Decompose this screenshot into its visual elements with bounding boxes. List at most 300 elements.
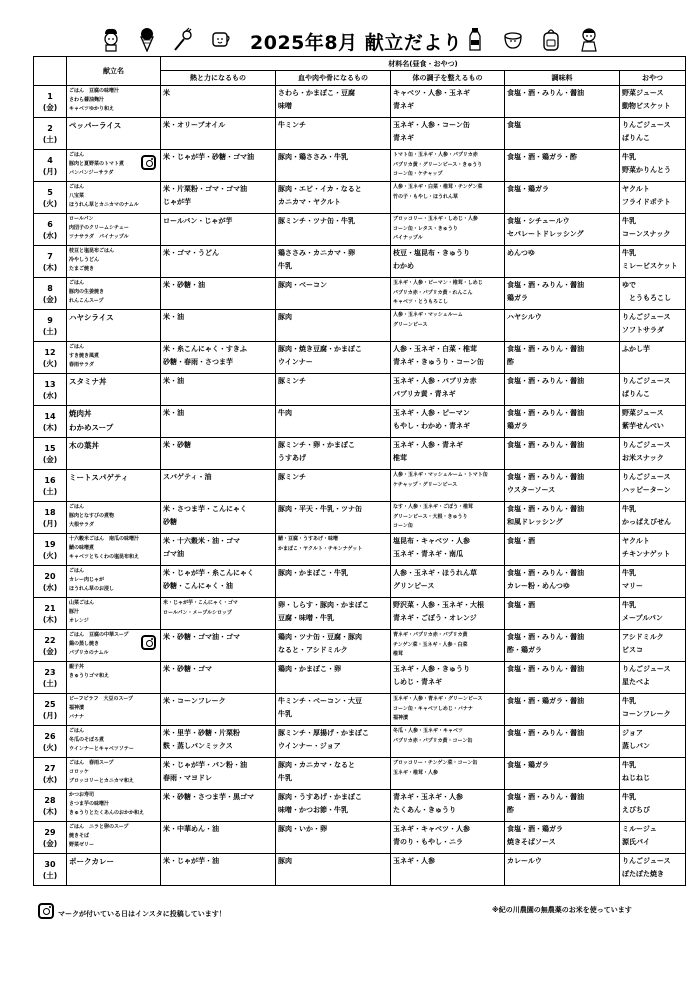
blood-foods: 豚ミンチ・厚揚げ・かまぼこ ウインナー・ジョア [278, 729, 369, 750]
condition-cell [391, 278, 505, 310]
energy-cell [161, 246, 276, 278]
snack-cell [620, 246, 686, 278]
condition-cell [391, 566, 505, 598]
day-of-week: (木) [42, 806, 58, 816]
condition-cell [391, 214, 505, 246]
menu-row [34, 438, 686, 470]
blood-foods: 豚肉・鶏ささみ・牛乳 [278, 153, 348, 161]
day-of-week: (木) [42, 422, 58, 432]
energy-cell [161, 726, 276, 758]
seasoning-cell [505, 598, 620, 630]
instagram-icon [141, 155, 156, 170]
blood-foods: 牛肉 [278, 409, 292, 417]
seasoning-cell [505, 726, 620, 758]
menu-cell [67, 278, 161, 310]
blood-cell [276, 438, 391, 470]
snacks: 牛乳 かっぱえびせん [622, 505, 671, 526]
menu-cell [67, 438, 161, 470]
energy-cell [161, 86, 276, 118]
day-of-week: (金) [42, 646, 58, 656]
blood-cell [276, 214, 391, 246]
snacks: ゆで とうもろこし [622, 281, 671, 302]
date-cell [34, 278, 67, 310]
blood-foods: 豚肉・エビ・イカ・なると カニカマ・ヤクルト [278, 185, 362, 206]
blood-foods: 卵・しらす・豚肉・かまぼこ 豆腐・味噌・牛乳 [278, 601, 369, 622]
day-number: 22 [44, 635, 56, 645]
seasonings: 食塩・酒・みりん・醤油 [507, 89, 584, 97]
menu-item: 福神漬 [69, 705, 85, 711]
menu-row [34, 790, 686, 822]
menu-item: ブロッコリーとカニカマ和え [69, 778, 134, 784]
blood-cell [276, 822, 391, 854]
day-of-week: (月) [42, 710, 58, 720]
menu-item: 豚肉の生姜焼き [69, 289, 105, 295]
blood-cell [276, 406, 391, 438]
energy-cell [161, 566, 276, 598]
condition-foods: キャベツ・人参・玉ネギ 青ネギ [393, 89, 470, 110]
menu-item: スタミナ丼 [69, 377, 107, 386]
menu-item: カレー肉じゃが [69, 577, 105, 583]
day-of-week: (火) [42, 358, 58, 368]
seasonings: 食塩・酒・みりん・醤油 酢 [507, 345, 584, 366]
snack-header: おやつ [620, 71, 686, 86]
seasonings: めんつゆ [507, 249, 535, 257]
energy-foods: 米・ゴマ・うどん [163, 249, 219, 257]
day-number: 14 [44, 411, 56, 421]
blood-foods: 豚ミンチ [278, 473, 306, 481]
date-cell [34, 118, 67, 150]
snack-cell [620, 310, 686, 342]
day-number: 26 [44, 731, 56, 741]
energy-foods: 米・里芋・砂糖・片栗粉 麩・蒸しパンミックス [163, 729, 240, 750]
energy-cell [161, 790, 276, 822]
snacks: 牛乳 コーンスナック [622, 217, 671, 238]
snack-cell [620, 438, 686, 470]
menu-item: ごはん [69, 344, 85, 350]
menu-item: ごはん 豆腐の中華スープ [69, 632, 129, 638]
condition-cell [391, 662, 505, 694]
menu-item: パプリカのナムル [69, 650, 109, 656]
seasoning-cell [505, 118, 620, 150]
condition-foods: 青ネギ・パプリカ赤・パプリカ黄 チンゲン菜・玉ネギ・人参・白菜 椎茸 [393, 632, 468, 657]
menu-item: ごはん [69, 184, 85, 190]
day-number: 5 [47, 187, 53, 197]
snack-cell [620, 758, 686, 790]
menu-cell [67, 470, 161, 502]
menu-item: ミートスパゲティ [69, 473, 129, 482]
energy-cell [161, 278, 276, 310]
energy-cell [161, 470, 276, 502]
cooking-tools-icon [172, 26, 194, 52]
seasoning-cell [505, 438, 620, 470]
menu-item: 八宝菜 [69, 193, 85, 199]
condition-cell [391, 374, 505, 406]
seasonings: 食塩・酒・みりん・醤油 カレー粉・めんつゆ [507, 569, 584, 590]
menu-item: ごはん ニラと卵のスープ [69, 824, 129, 830]
menu-cell [67, 662, 161, 694]
blood-foods: 豚ミンチ・ツナ缶・牛乳 [278, 217, 355, 225]
menu-row [34, 182, 686, 214]
condition-cell [391, 822, 505, 854]
ice-cream-icon [136, 26, 158, 52]
snack-cell [620, 566, 686, 598]
menu-item: ごはん 豆腐の味噌汁 [69, 88, 120, 94]
day-number: 16 [44, 475, 56, 485]
date-cell [34, 790, 67, 822]
snacks: ミルージュ 源氏パイ [622, 825, 657, 846]
menu-cell [67, 758, 161, 790]
instagram-icon [38, 903, 54, 919]
menu-item: ロールパン [69, 216, 94, 222]
seasoning-cell [505, 246, 620, 278]
menu-item: 豚肉となすびの煮物 [69, 513, 115, 519]
day-number: 13 [44, 379, 56, 389]
day-of-week: (土) [42, 134, 58, 144]
blood-foods: 豚肉・平天・牛乳・ツナ缶 [278, 505, 362, 513]
snack-cell [620, 502, 686, 534]
menu-cell [67, 822, 161, 854]
date-cell [34, 694, 67, 726]
seasonings: 食塩・酒・鶏ガラ 焼きそばソース [507, 825, 563, 846]
blood-foods: 豚肉・焼き豆腐・かまぼこ ウインナー [278, 345, 362, 366]
menu-cell [67, 310, 161, 342]
condition-cell [391, 790, 505, 822]
menu-item: バナナ [69, 714, 85, 720]
energy-foods: 米 [163, 89, 170, 97]
seasonings: ハヤシルウ [507, 313, 542, 321]
day-of-week: (金) [42, 294, 58, 304]
seasonings: 食塩・酒・みりん・醤油 酢・鶏ガラ [507, 633, 584, 654]
day-of-week: (土) [42, 486, 58, 496]
day-of-week: (土) [42, 326, 58, 336]
energy-cell [161, 854, 276, 886]
seasonings: 食塩・酒・みりん・醤油 酢 [507, 793, 584, 814]
menu-row [34, 822, 686, 854]
energy-foods: 米・じゃが芋・砂糖・ゴマ油 [163, 153, 254, 161]
instagram-icon [141, 635, 156, 650]
seasoning-cell [505, 406, 620, 438]
snack-cell [620, 694, 686, 726]
menu-item: すき焼き風煮 [69, 353, 100, 359]
menu-item: 春雨サラダ [69, 362, 94, 368]
menu-item: 鶏の蒸し焼き [69, 641, 100, 647]
seasonings: 食塩 [507, 121, 521, 129]
menu-item: きゅうりゴマ和え [69, 673, 110, 679]
seasonings: カレールウ [507, 857, 542, 865]
menu-item: キャベツとちくわの塩昆布和え [69, 554, 140, 560]
blood-cell [276, 310, 391, 342]
seasonings: 食塩・酒・みりん・醤油 鶏ガラ [507, 281, 584, 302]
energy-foods: 米・砂糖・ゴマ [163, 665, 212, 673]
energy-foods: 米・糸こんにゃく・すきふ 砂糖・春雨・さつま芋 [163, 345, 247, 366]
menu-item: オレンジ [69, 618, 89, 624]
energy-foods: 米・オリーブオイル [163, 121, 226, 129]
date-cell [34, 182, 67, 214]
energy-foods: 米・コーンフレーク [163, 697, 226, 705]
page-header [0, 22, 695, 58]
blood-foods: 豚肉・カニカマ・なると 牛乳 [278, 761, 355, 782]
blood-cell [276, 662, 391, 694]
menu-row [34, 502, 686, 534]
date-cell [34, 406, 67, 438]
menu-row [34, 630, 686, 662]
date-cell [34, 598, 67, 630]
snacks: 野菜ジュース 動物ビスケット [622, 89, 671, 110]
menu-item: 豚汁 [69, 609, 80, 615]
day-of-week: (水) [42, 774, 58, 784]
menu-item: ほうれん草のお浸し [69, 586, 115, 592]
menu-cell [67, 502, 161, 534]
menu-item: 大根サラダ [69, 522, 94, 528]
day-number: 27 [44, 763, 56, 773]
instagram-note [38, 900, 226, 919]
condition-foods: ブロッコリー・玉ネギ・しめじ・人参 コーン缶・レタス・きゅうり パイナップル [393, 216, 478, 241]
menu-row [34, 758, 686, 790]
menu-cell [67, 790, 161, 822]
menu-row [34, 278, 686, 310]
blood-cell [276, 246, 391, 278]
date-cell [34, 310, 67, 342]
condition-cell [391, 854, 505, 886]
energy-cell [161, 214, 276, 246]
condition-cell [391, 406, 505, 438]
menu-item: キャベツゆかり和え [69, 106, 115, 112]
blood-cell [276, 502, 391, 534]
seasoning-cell [505, 182, 620, 214]
seasoning-cell [505, 310, 620, 342]
snack-cell [620, 662, 686, 694]
materials-header: 材料名(昼食・おやつ) [161, 57, 686, 71]
snack-cell [620, 342, 686, 374]
snacks: 牛乳 マリー [622, 569, 643, 590]
seasonings: 食塩・酒・みりん・醤油 [507, 665, 584, 673]
energy-foods: 米・砂糖・ゴマ油・ゴマ [163, 633, 240, 641]
seasoning-cell [505, 534, 620, 566]
seasoning-cell [505, 470, 620, 502]
energy-foods: 米・さつま芋・こんにゃく 砂糖 [163, 505, 247, 526]
energy-foods: 米・砂糖 [163, 441, 191, 449]
blood-foods: 豚ミンチ・卵・かまぼこ うすあげ [278, 441, 355, 462]
milk-bottle-icon [464, 26, 486, 52]
snack-cell [620, 534, 686, 566]
menu-item: 木の葉丼 [69, 441, 99, 450]
condition-foods: 玉ネギ・人参・ピーマン・椎茸・しめじ パプリカ赤・パプリカ黄・れんこん キャベツ・とうもろこし [393, 280, 483, 305]
blood-foods: 豚肉 [278, 313, 292, 321]
condition-foods: 玉ネギ・キャベツ・人参 青のり・もやし・ニラ [393, 825, 470, 846]
energy-foods: 米・油 [163, 409, 184, 417]
date-cell [34, 246, 67, 278]
day-number: 23 [44, 667, 56, 677]
seasonings: 食塩・酒・みりん・醤油 [507, 729, 584, 737]
day-of-week: (月) [42, 166, 58, 176]
day-number: 15 [44, 443, 56, 453]
day-of-week: (火) [42, 198, 58, 208]
energy-cell [161, 662, 276, 694]
blood-foods: 牛ミンチ・ベーコン・大豆 牛乳 [278, 697, 362, 718]
seasonings: 食塩・シチュールウ セパレートドレッシング [507, 217, 584, 238]
snack-cell [620, 790, 686, 822]
day-of-week: (水) [42, 390, 58, 400]
condition-foods: 玉ネギ・人参 [393, 857, 435, 865]
snack-cell [620, 86, 686, 118]
menu-cell [67, 150, 161, 182]
snack-cell [620, 822, 686, 854]
seasoning-cell [505, 502, 620, 534]
date-cell [34, 726, 67, 758]
menu-item: ハヤシライス [69, 313, 114, 322]
snacks: りんごジュース ぱりんこ [622, 121, 671, 142]
menu-item: ビーフピラフ 大豆のスープ [69, 696, 134, 702]
energy-foods: 米・砂糖・油 [163, 281, 205, 289]
seasonings: 食塩・鶏ガラ [507, 761, 549, 769]
menu-item: わかめスープ [69, 423, 114, 432]
energy-foods: スパゲティ・油 [163, 473, 212, 481]
menu-row [34, 118, 686, 150]
day-of-week: (水) [42, 582, 58, 592]
day-number: 19 [44, 539, 56, 549]
seasoning-cell [505, 758, 620, 790]
seasoning-cell [505, 566, 620, 598]
menu-row [34, 406, 686, 438]
day-number: 30 [44, 859, 56, 869]
date-cell [34, 566, 67, 598]
snacks: りんごジュース ソフトサラダ [622, 313, 671, 334]
energy-foods: 米・片栗粉・ゴマ・ゴマ油 じゃが芋 [163, 185, 247, 206]
menu-item: バンバンジーサラダ [69, 170, 114, 176]
condition-cell [391, 598, 505, 630]
blood-cell [276, 342, 391, 374]
condition-cell [391, 118, 505, 150]
energy-cell [161, 150, 276, 182]
day-of-week: (木) [42, 262, 58, 272]
condition-foods: 玉ネギ・人参・青ネギ・グリーンピース コーン缶・キャベツしめじ・バナナ 福神漬 [393, 696, 483, 721]
seasoning-cell [505, 150, 620, 182]
day-of-week: (金) [42, 102, 58, 112]
seasoning-cell [505, 342, 620, 374]
menu-item: 冬瓜のそぼろ煮 [69, 737, 105, 743]
snacks: りんごジュース ハッピーターン [622, 473, 671, 494]
menu-item: たまご焼き [69, 266, 95, 272]
snack-cell [620, 854, 686, 886]
menu-cell [67, 118, 161, 150]
menu-row [34, 662, 686, 694]
menu-cell [67, 534, 161, 566]
day-number: 28 [44, 795, 56, 805]
menu-row [34, 310, 686, 342]
blood-foods: 豚肉・うすあげ・かまぼこ 味噌・かつお節・牛乳 [278, 793, 362, 814]
menu-row [34, 150, 686, 182]
snack-cell [620, 214, 686, 246]
snack-cell [620, 470, 686, 502]
condition-cell [391, 694, 505, 726]
menu-item: ポークカレー [69, 857, 114, 866]
menu-item: ウインナーとキャベツソテー [69, 746, 134, 752]
menu-item: ごはん 春雨スープ [69, 760, 114, 766]
condition-foods: なす・人参・玉ネギ・ごぼう・椎茸 グリーンピース・大根・きゅうり コーン缶 [393, 504, 474, 529]
blood-foods: 豚ミンチ [278, 377, 306, 385]
rice-note: ※紀の川農園の無農薬のお米を使っています [492, 906, 632, 914]
energy-foods: 米・じゃが芋・油 [163, 857, 219, 865]
energy-cell [161, 758, 276, 790]
day-number: 21 [44, 603, 56, 613]
chef-icon [100, 26, 122, 52]
snacks: 野菜ジュース 紫芋せんべい [622, 409, 664, 430]
menu-cell [67, 182, 161, 214]
energy-cell [161, 694, 276, 726]
bowl-icon [502, 26, 524, 52]
condition-foods: 玉ネギ・人参・コーン缶 青ネギ [393, 121, 470, 142]
energy-foods: 米・じゃが芋・糸こんにゃく 砂糖・こんにゃく・油 [163, 569, 254, 590]
menu-cell [67, 726, 161, 758]
condition-foods: ブロッコリー・チンゲン菜・コーン缶 玉ネギ・椎茸・人参 [393, 760, 478, 776]
condition-foods: 人参・玉ネギ・白菜・椎茸・チンゲン菜 竹の子・もやし・ほうれん草 [393, 184, 483, 200]
page-title: 2025年8月 献立だより [250, 32, 463, 54]
seasonings: 食塩・酒・みりん・醤油 ウスターソース [507, 473, 584, 494]
blood-foods: 豚肉・ベーコン [278, 281, 327, 289]
seasonings: 食塩・酒・みりん・醤油 鶏ガラ [507, 409, 584, 430]
menu-row [34, 726, 686, 758]
energy-foods: 米・十六穀米・油・ゴマ ゴマ油 [163, 537, 240, 558]
condition-cell [391, 342, 505, 374]
snacks: りんごジュース お米スナック [622, 441, 671, 462]
condition-foods: 冬瓜・人参・玉ネギ・キャベツ パプリカ赤・パプリカ黄・コーン缶 [393, 728, 473, 744]
seasonings: 食塩・酒 [507, 537, 535, 545]
blood-cell [276, 630, 391, 662]
day-number: 8 [47, 283, 53, 293]
energy-cell [161, 342, 276, 374]
snacks: 牛乳 野菜かりんとう [622, 153, 671, 174]
blood-header: 血や肉や骨になるもの [276, 71, 391, 86]
energy-foods: ロールパン・じゃが芋 [163, 217, 233, 225]
blood-cell [276, 374, 391, 406]
seasoning-cell [505, 630, 620, 662]
menu-row [34, 854, 686, 886]
date-cell [34, 662, 67, 694]
menu-item: ほうれん草とカニカマのナムル [69, 202, 139, 208]
day-number: 29 [44, 827, 56, 837]
date-header [34, 57, 67, 86]
menu-cell [67, 406, 161, 438]
date-cell [34, 758, 67, 790]
energy-foods: 米・じゃが芋・こんにゃく・ゴマ ロールパン・メープルシロップ [163, 600, 238, 616]
energy-cell [161, 534, 276, 566]
menu-item: さわら醤油麹汁 [69, 97, 105, 103]
menu-item: ペッパーライス [69, 121, 122, 130]
seasonings: 食塩・酒・みりん・醤油 [507, 377, 584, 385]
snacks: ふかし芋 [622, 345, 650, 353]
day-number: 2 [47, 123, 53, 133]
blood-foods: 豚肉・いか・卵 [278, 825, 327, 833]
day-of-week: (木) [42, 614, 58, 624]
blood-cell [276, 854, 391, 886]
energy-foods: 米・油 [163, 313, 184, 321]
day-of-week: (水) [42, 230, 58, 240]
condition-cell [391, 438, 505, 470]
day-of-week: (土) [42, 870, 58, 880]
day-number: 18 [44, 507, 56, 517]
condition-foods: 玉ネギ・人参・パプリカ赤 パプリカ黄・青ネギ [393, 377, 477, 398]
date-cell [34, 534, 67, 566]
condition-cell [391, 630, 505, 662]
condition-foods: トマト缶・玉ネギ・人参・パプリカ赤 パプリカ黄・グリーンピース・きゅうり コーン缶・ケチャップ [393, 152, 483, 177]
menu-item: ごはん [69, 728, 85, 734]
date-cell [34, 438, 67, 470]
blood-cell [276, 598, 391, 630]
day-number: 6 [47, 219, 53, 229]
condition-cell [391, 310, 505, 342]
blood-foods: 牛ミンチ [278, 121, 306, 129]
day-number: 9 [47, 315, 53, 325]
